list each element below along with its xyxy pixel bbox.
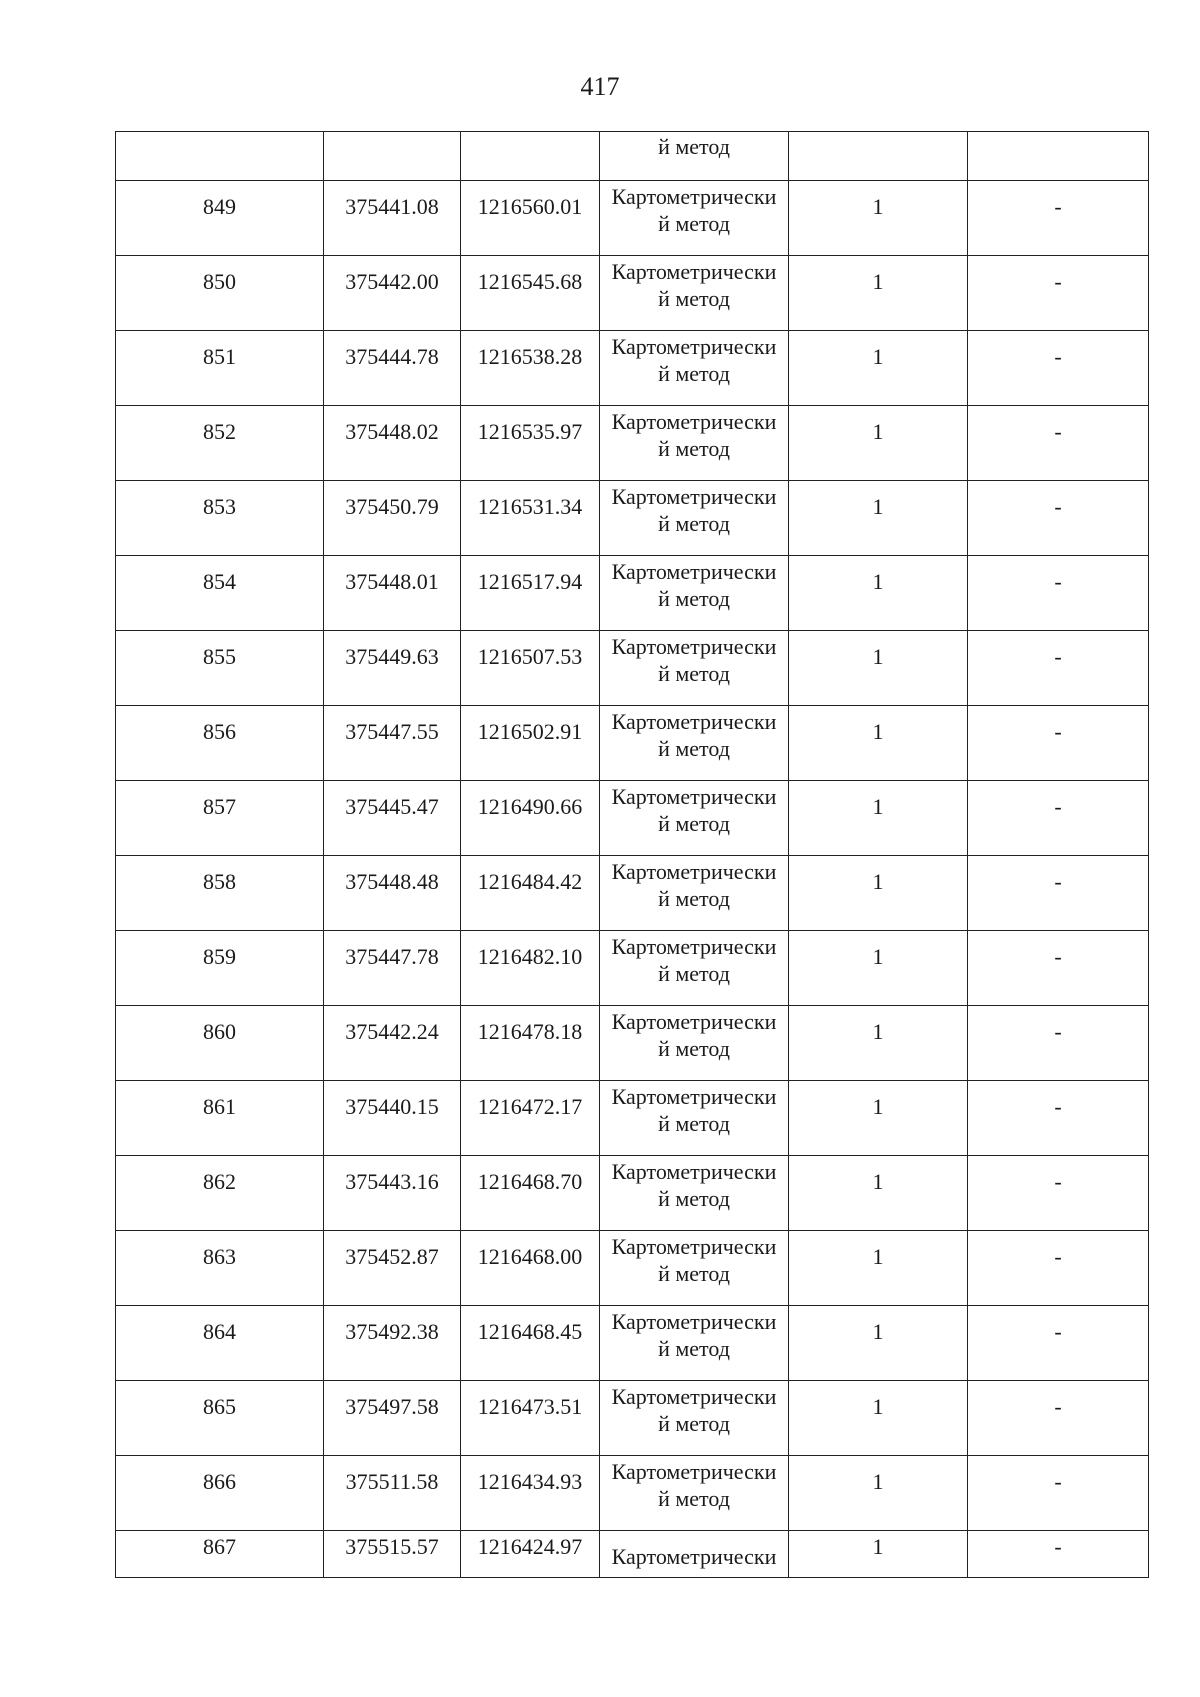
method-cell: Картометрически й метод xyxy=(600,1381,789,1456)
y-coordinate-cell: 1216535.97 xyxy=(461,406,600,481)
method-cell: Картометрически й метод xyxy=(600,481,789,556)
table-row xyxy=(116,256,1149,331)
x-coordinate-cell: 375448.48 xyxy=(324,856,461,931)
x-coordinate-cell: 375511.58 xyxy=(324,1456,461,1531)
accuracy-cell: 1 xyxy=(789,1006,968,1081)
method-cell: Картометрически й метод xyxy=(600,181,789,256)
x-coordinate-cell: 375447.78 xyxy=(324,931,461,1006)
note-cell: - xyxy=(968,1231,1149,1306)
accuracy-cell: 1 xyxy=(789,931,968,1006)
point-number-cell: 854 xyxy=(116,556,324,631)
page-number: 417 xyxy=(580,72,620,101)
method-cell: Картометрически й метод xyxy=(600,1156,789,1231)
table-row xyxy=(116,556,1149,631)
note-cell: - xyxy=(968,1456,1149,1531)
point-number-cell: 863 xyxy=(116,1231,324,1306)
table-row xyxy=(116,1231,1149,1306)
point-number-cell: 862 xyxy=(116,1156,324,1231)
point-number-cell: 858 xyxy=(116,856,324,931)
y-coordinate-cell: 1216484.42 xyxy=(461,856,600,931)
method-cell: Картометрически й метод xyxy=(600,406,789,481)
accuracy-cell: 1 xyxy=(789,1231,968,1306)
accuracy-cell: 1 xyxy=(789,631,968,706)
x-coordinate-cell: 375452.87 xyxy=(324,1231,461,1306)
y-coordinate-cell: 1216472.17 xyxy=(461,1081,600,1156)
point-number-cell: 865 xyxy=(116,1381,324,1456)
method-cell: Картометрически й метод xyxy=(600,1456,789,1531)
accuracy-cell: 1 xyxy=(789,1531,968,1578)
method-cell: й метод xyxy=(600,132,789,181)
y-coordinate-cell: 1216468.00 xyxy=(461,1231,600,1306)
accuracy-cell: 1 xyxy=(789,331,968,406)
note-cell: - xyxy=(968,1381,1149,1456)
note-cell: - xyxy=(968,931,1149,1006)
note-cell: - xyxy=(968,781,1149,856)
table-row xyxy=(116,856,1149,931)
table-row-continued xyxy=(116,132,1149,181)
table-row xyxy=(116,931,1149,1006)
point-number-cell: 853 xyxy=(116,481,324,556)
method-cell: Картометрически й метод xyxy=(600,1006,789,1081)
point-number-cell: 860 xyxy=(116,1006,324,1081)
method-cell: Картометрически й метод xyxy=(600,631,789,706)
note-cell: - xyxy=(968,706,1149,781)
note-cell: - xyxy=(968,256,1149,331)
table-row xyxy=(116,181,1149,256)
note-cell: - xyxy=(968,1156,1149,1231)
accuracy-cell: 1 xyxy=(789,856,968,931)
y-coordinate-cell: 1216478.18 xyxy=(461,1006,600,1081)
point-number-cell xyxy=(116,132,324,181)
note-cell: - xyxy=(968,1531,1149,1578)
y-coordinate-cell: 1216434.93 xyxy=(461,1456,600,1531)
method-cell: Картометрически й метод xyxy=(600,931,789,1006)
accuracy-cell xyxy=(789,132,968,181)
table-row-last xyxy=(116,1531,1149,1578)
table-row xyxy=(116,1006,1149,1081)
x-coordinate-cell: 375440.15 xyxy=(324,1081,461,1156)
accuracy-cell: 1 xyxy=(789,1081,968,1156)
note-cell: - xyxy=(968,856,1149,931)
table-row xyxy=(116,631,1149,706)
note-cell: - xyxy=(968,1306,1149,1381)
table-row xyxy=(116,406,1149,481)
method-cell: Картометрически й метод xyxy=(600,1306,789,1381)
point-number-cell: 855 xyxy=(116,631,324,706)
x-coordinate-cell: 375444.78 xyxy=(324,331,461,406)
accuracy-cell: 1 xyxy=(789,1381,968,1456)
method-cell: Картометрически й метод xyxy=(600,331,789,406)
table-row xyxy=(116,1081,1149,1156)
table-row xyxy=(116,1156,1149,1231)
accuracy-cell: 1 xyxy=(789,181,968,256)
accuracy-cell: 1 xyxy=(789,406,968,481)
x-coordinate-cell: 375448.01 xyxy=(324,556,461,631)
y-coordinate-cell: 1216507.53 xyxy=(461,631,600,706)
point-number-cell: 859 xyxy=(116,931,324,1006)
y-coordinate-cell: 1216482.10 xyxy=(461,931,600,1006)
point-number-cell: 851 xyxy=(116,331,324,406)
note-cell: - xyxy=(968,481,1149,556)
table-row xyxy=(116,1456,1149,1531)
x-coordinate-cell: 375443.16 xyxy=(324,1156,461,1231)
point-number-cell: 849 xyxy=(116,181,324,256)
y-coordinate-cell xyxy=(461,132,600,181)
table-row xyxy=(116,781,1149,856)
x-coordinate-cell: 375492.38 xyxy=(324,1306,461,1381)
note-cell: - xyxy=(968,631,1149,706)
note-cell: - xyxy=(968,181,1149,256)
note-cell: - xyxy=(968,331,1149,406)
accuracy-cell: 1 xyxy=(789,256,968,331)
y-coordinate-cell: 1216545.68 xyxy=(461,256,600,331)
point-number-cell: 864 xyxy=(116,1306,324,1381)
point-number-cell: 866 xyxy=(116,1456,324,1531)
table-row xyxy=(116,1381,1149,1456)
method-cell: Картометрически й метод xyxy=(600,256,789,331)
point-number-cell: 852 xyxy=(116,406,324,481)
x-coordinate-cell: 375441.08 xyxy=(324,181,461,256)
y-coordinate-cell: 1216490.66 xyxy=(461,781,600,856)
coordinates-table xyxy=(115,131,1149,1578)
accuracy-cell: 1 xyxy=(789,706,968,781)
y-coordinate-cell: 1216473.51 xyxy=(461,1381,600,1456)
method-cell: Картометрически й метод xyxy=(600,781,789,856)
x-coordinate-cell: 375445.47 xyxy=(324,781,461,856)
table-row xyxy=(116,1306,1149,1381)
y-coordinate-cell: 1216468.70 xyxy=(461,1156,600,1231)
accuracy-cell: 1 xyxy=(789,556,968,631)
y-coordinate-cell: 1216502.91 xyxy=(461,706,600,781)
accuracy-cell: 1 xyxy=(789,481,968,556)
note-cell: - xyxy=(968,1081,1149,1156)
accuracy-cell: 1 xyxy=(789,1156,968,1231)
y-coordinate-cell: 1216468.45 xyxy=(461,1306,600,1381)
table-row xyxy=(116,481,1149,556)
y-coordinate-cell: 1216424.97 xyxy=(461,1531,600,1578)
x-coordinate-cell: 375442.24 xyxy=(324,1006,461,1081)
note-cell: - xyxy=(968,406,1149,481)
x-coordinate-cell: 375442.00 xyxy=(324,256,461,331)
note-cell: - xyxy=(968,1006,1149,1081)
x-coordinate-cell: 375497.58 xyxy=(324,1381,461,1456)
x-coordinate-cell: 375448.02 xyxy=(324,406,461,481)
point-number-cell: 850 xyxy=(116,256,324,331)
table-row xyxy=(116,331,1149,406)
x-coordinate-cell: 375449.63 xyxy=(324,631,461,706)
y-coordinate-cell: 1216531.34 xyxy=(461,481,600,556)
y-coordinate-cell: 1216560.01 xyxy=(461,181,600,256)
note-cell: - xyxy=(968,556,1149,631)
point-number-cell: 857 xyxy=(116,781,324,856)
method-cell: Картометрически xyxy=(600,1531,789,1578)
accuracy-cell: 1 xyxy=(789,1456,968,1531)
point-number-cell: 861 xyxy=(116,1081,324,1156)
y-coordinate-cell: 1216517.94 xyxy=(461,556,600,631)
x-coordinate-cell xyxy=(324,132,461,181)
accuracy-cell: 1 xyxy=(789,781,968,856)
accuracy-cell: 1 xyxy=(789,1306,968,1381)
y-coordinate-cell: 1216538.28 xyxy=(461,331,600,406)
x-coordinate-cell: 375450.79 xyxy=(324,481,461,556)
x-coordinate-cell: 375447.55 xyxy=(324,706,461,781)
table-row xyxy=(116,706,1149,781)
method-cell: Картометрически й метод xyxy=(600,1081,789,1156)
method-cell: Картометрически й метод xyxy=(600,1231,789,1306)
method-cell: Картометрически й метод xyxy=(600,856,789,931)
method-cell: Картометрически й метод xyxy=(600,556,789,631)
point-number-cell: 867 xyxy=(116,1531,324,1578)
note-cell xyxy=(968,132,1149,181)
method-cell: Картометрически й метод xyxy=(600,706,789,781)
point-number-cell: 856 xyxy=(116,706,324,781)
x-coordinate-cell: 375515.57 xyxy=(324,1531,461,1578)
